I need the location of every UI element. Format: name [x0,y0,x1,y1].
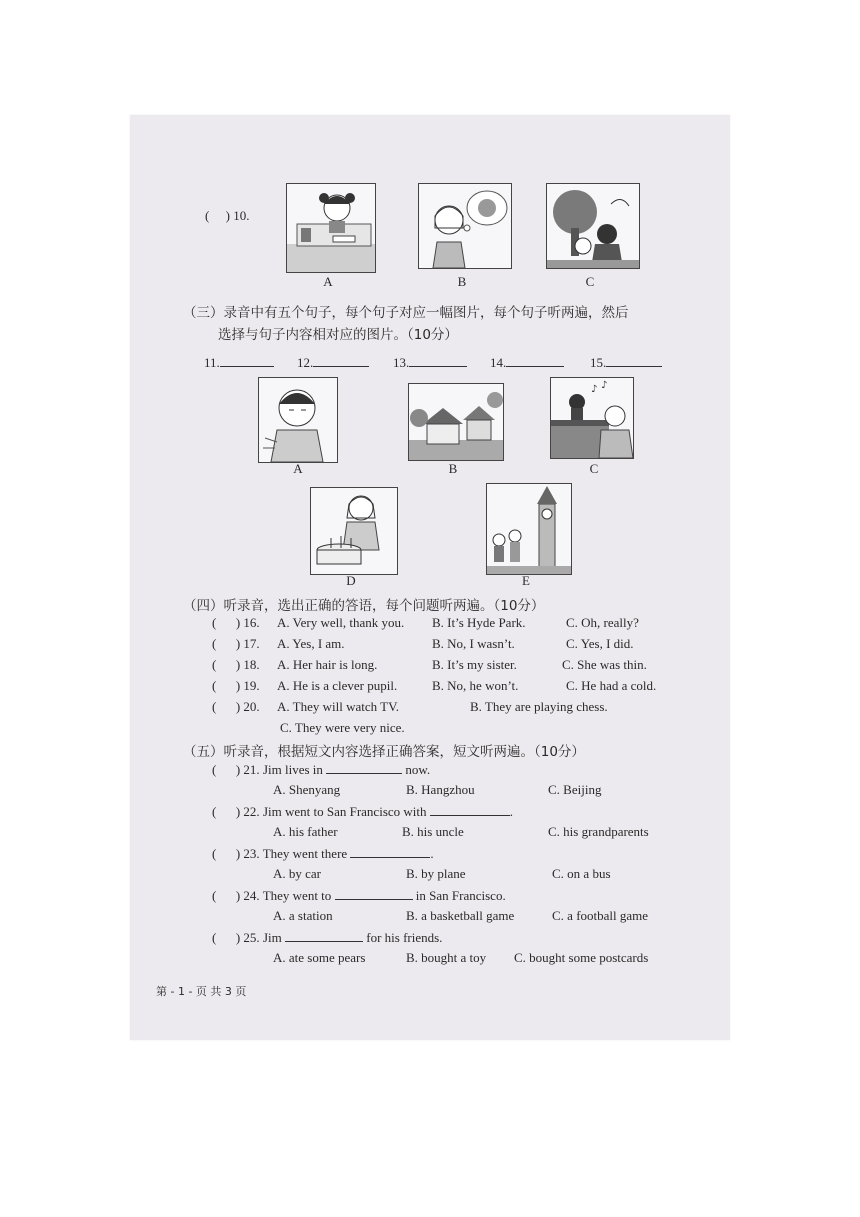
q21-option-a: A. Shenyang [273,782,341,797]
answer-blank-11: 11. [204,354,274,371]
sec3-picture-e [486,483,572,575]
q10-number: ( ) 10. [205,208,250,223]
sec3-label-b: B [448,461,458,476]
q16-option-c: C. Oh, really? [566,615,639,630]
sec3-label-c: C [589,461,599,476]
q10-label-a: A [323,274,333,289]
q22-option-b: B. his uncle [402,824,464,839]
q19-option-c: C. He had a cold. [566,678,657,693]
q18-option-a: A. Her hair is long. [277,657,378,672]
q21-option-c: C. Beijing [548,782,602,797]
q16-option-a: A. Very well, thank you. [277,615,405,630]
q20-number: ( ) 20. [212,699,260,714]
q19-option-a: A. He is a clever pupil. [277,678,398,693]
sec3-picture-b [408,383,504,461]
exam-page [130,115,730,1040]
q20-option-b: B. They are playing chess. [470,699,608,714]
q10-label-b: B [457,274,467,289]
q25-option-b: B. bought a toy [406,950,487,965]
q17-number: ( ) 17. [212,636,260,651]
q24-stem: ( ) 24. They went to in San Francisco. [212,888,506,903]
q21-option-b: B. Hangzhou [406,782,475,797]
q25-option-a: A. ate some pears [273,950,366,965]
svg-text:♪: ♪ [591,384,598,395]
sec3-label-a: A [293,461,303,476]
q23-option-a: A. by car [273,866,322,881]
answer-blank-15: 15. [590,354,662,371]
q10-picture-b [418,183,512,269]
q20-option-a: A. They will watch TV. [277,699,400,714]
q17-option-a: A. Yes, I am. [277,636,345,651]
q25-option-c: C. bought some postcards [514,950,649,965]
sec3-picture-c [550,377,634,459]
q23-stem: ( ) 23. They went there . [212,846,434,861]
q23-option-c: C. on a bus [552,866,611,881]
q18-option-c: C. She was thin. [562,657,647,672]
q24-option-b: B. a basketball game [406,908,515,923]
q16-option-b: B. It’s Hyde Park. [432,615,526,630]
q10-picture-c [546,183,640,269]
q10-picture-a [286,183,376,273]
q10-label-c: C [585,274,595,289]
section5-title: （五）听录音，根据短文内容选择正确答案，短文听两遍。（10分） [183,744,585,760]
q23-option-b: B. by plane [406,866,466,881]
sec3-label-d: D [346,573,356,588]
q17-option-b: B. No, I wasn’t. [432,636,515,651]
section3-title-line2: 选择与句子内容相对应的图片。（10分） [218,327,458,343]
q19-option-b: B. No, he won’t. [432,678,519,693]
sec3-label-e: E [522,573,530,588]
q18-option-b: B. It’s my sister. [432,657,517,672]
q16-number: ( ) 16. [212,615,260,630]
answer-blank-14: 14. [490,354,564,371]
q24-option-c: C. a football game [552,908,649,923]
sec3-picture-a [258,377,338,463]
page-footer: 第 - 1 - 页 共 3 页 [156,985,247,998]
q25-stem: ( ) 25. Jim for his friends. [212,930,443,945]
q17-option-c: C. Yes, I did. [566,636,634,651]
section3-title-line1: （三）录音中有五个句子，每个句子对应一幅图片，每个句子听两遍，然后 [183,305,629,321]
q22-stem: ( ) 22. Jim went to San Francisco with . [212,804,514,819]
svg-text:♪: ♪ [601,380,608,391]
q21-stem: ( ) 21. Jim lives in now. [212,762,431,777]
section4-title: （四）听录音，选出正确的答语，每个问题听两遍。（10分） [183,598,545,614]
sec3-picture-d [310,487,398,575]
q22-option-a: A. his father [273,824,338,839]
answer-blank-13: 13. [393,354,467,371]
q20-option-c: C. They were very nice. [280,720,405,735]
q19-number: ( ) 19. [212,678,260,693]
answer-blank-12: 12. [297,354,369,371]
q22-option-c: C. his grandparents [548,824,649,839]
q24-option-a: A. a station [273,908,333,923]
q18-number: ( ) 18. [212,657,260,672]
